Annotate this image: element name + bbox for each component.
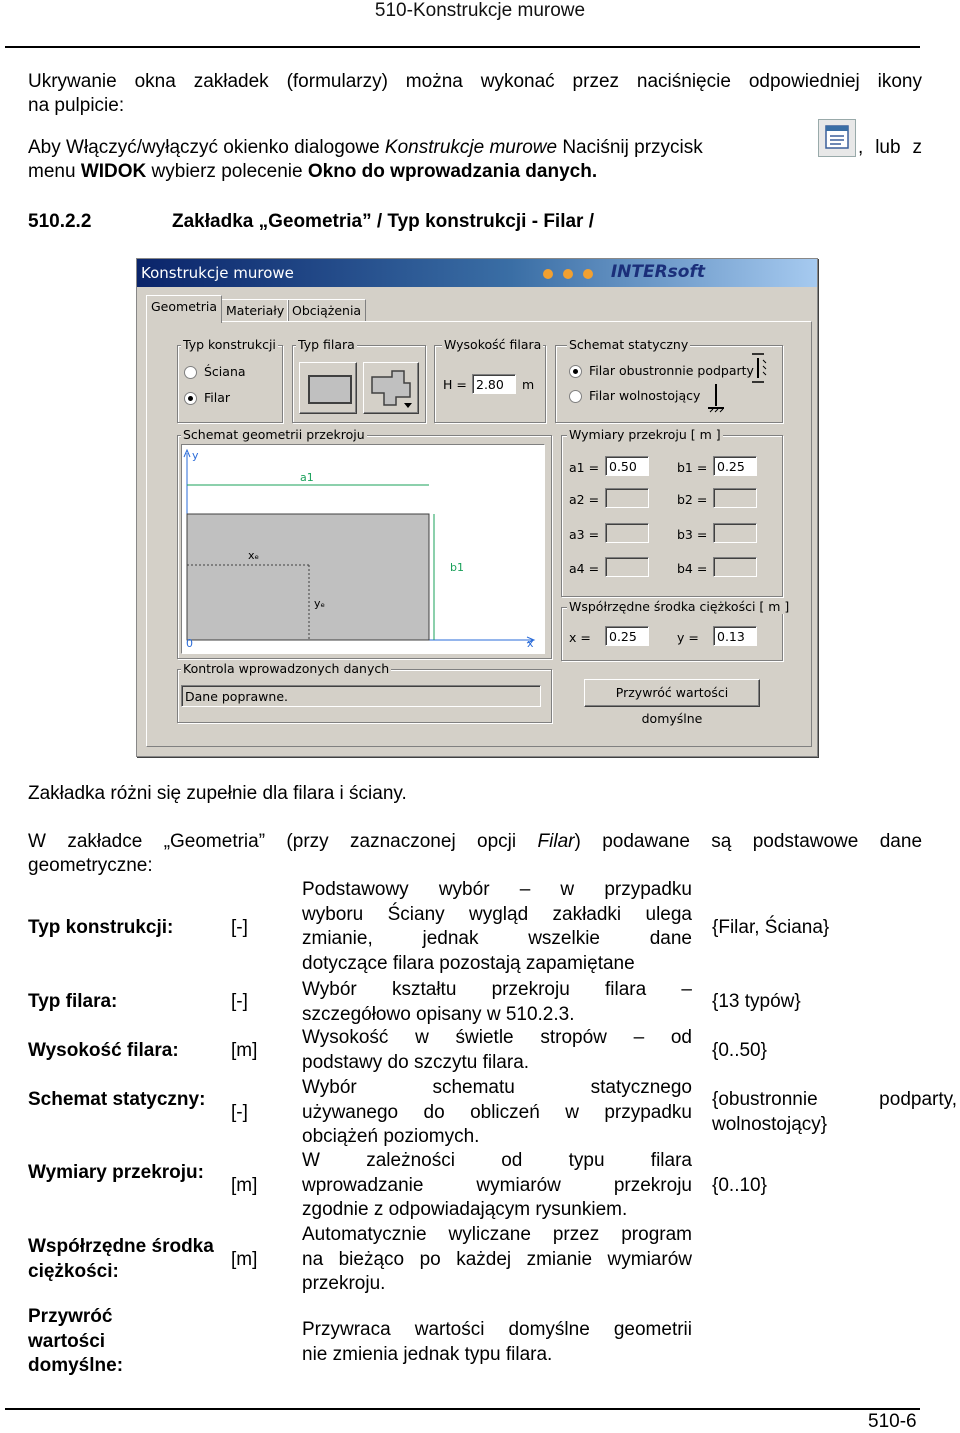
radio-label: Ściana xyxy=(204,364,246,379)
freestanding-icon xyxy=(707,382,725,414)
dim-a1-label: a1 = xyxy=(569,460,600,475)
height-input[interactable]: 2.80 xyxy=(472,374,516,394)
group-label: Kontrola wprowadzonych danych xyxy=(183,661,390,676)
param-unit: [-] xyxy=(231,917,248,938)
radio-label: Filar obustronnie podparty xyxy=(589,363,754,378)
tab-obciazenia[interactable]: Obciążenia xyxy=(287,299,366,322)
dim-a3-input[interactable] xyxy=(605,523,649,543)
intro-line-4: menu WIDOK wybierz polecenie Okno do wprowadzania danych. xyxy=(28,161,598,182)
dim-a2-input[interactable] xyxy=(605,488,649,508)
param-unit: [-] xyxy=(231,1102,248,1123)
height-unit: m xyxy=(522,377,535,392)
param-desc: W zależności od typu filara wprowadzanie wymiarów przekroju zgodnie z odpowiadającym rysunkiem. xyxy=(302,1150,692,1220)
para-2-line-1: W zakładce „Geometria” (przy zaznaczonej opcji Filar) podawane są podstawowe dane xyxy=(28,831,923,852)
param-range: {0..50} xyxy=(712,1040,767,1061)
param-unit: [m] xyxy=(231,1175,258,1196)
group-label: Typ konstrukcji xyxy=(183,337,276,352)
section-number: 510.2.2 xyxy=(28,211,92,232)
group-label: Schemat geometrii przekroju xyxy=(183,427,365,442)
dim-b2-label: b2 = xyxy=(677,492,708,507)
dim-a1-input[interactable]: 0.50 xyxy=(605,456,649,476)
param-unit: [m] xyxy=(231,1249,258,1270)
titlebar-dot-icon xyxy=(583,269,593,279)
param-desc: Wybór kształtu przekroju filara – szczegółowo opisany w 510.2.3. xyxy=(302,979,692,1025)
group-label: Wymiary przekroju [ m ] xyxy=(569,427,721,442)
filar-rectangle-button[interactable] xyxy=(299,362,357,414)
para-1: Zakładka różni się zupełnie dla filara i ściany. xyxy=(28,783,407,804)
centroid-y-field-label: y = xyxy=(677,630,699,645)
dimension-a1-label: a1 xyxy=(300,471,314,484)
radio-filar[interactable] xyxy=(184,392,197,405)
validation-status: Dane poprawne. xyxy=(181,685,541,707)
titlebar-dot-icon xyxy=(543,269,553,279)
dialog-title: Konstrukcje murowe xyxy=(141,264,294,282)
dialog-titlebar xyxy=(137,259,817,287)
intro-line-3-tail: , lub z xyxy=(858,137,922,158)
section-drawing xyxy=(181,444,545,654)
footer-rule xyxy=(5,1408,920,1410)
param-desc: Przywraca wartości domyślne geometrii nie zmienia jednak typu filara. xyxy=(302,1319,692,1365)
radio-wolnostojacy[interactable] xyxy=(569,390,582,403)
param-range: {Filar, Ściana} xyxy=(712,917,830,938)
param-unit: [m] xyxy=(231,1040,258,1061)
dialog-window xyxy=(136,258,818,757)
dim-a4-input[interactable] xyxy=(605,557,649,577)
intro-line-3: Aby Włączyć/wyłączyć okienko dialogowe Konstrukcje murowe Naciśnij przycisk xyxy=(28,137,703,158)
dim-a4-label: a4 = xyxy=(569,561,600,576)
intro-line-2: na pulpicie: xyxy=(28,95,125,116)
param-range: {obustronnie podparty, wolnostojący} xyxy=(712,1089,957,1135)
param-name: Typ konstrukcji: xyxy=(28,917,174,938)
group-label: Wysokość filara xyxy=(444,337,542,352)
tab-geometria[interactable]: Geometria xyxy=(146,295,222,323)
radio-label: Filar xyxy=(204,390,231,405)
dim-b4-input[interactable] xyxy=(713,557,757,577)
axis-origin-label: 0 xyxy=(186,637,193,650)
dim-b3-label: b3 = xyxy=(677,527,708,542)
section-title: Zakładka „Geometria” / Typ konstrukcji - Filar / xyxy=(172,211,594,232)
param-desc: Automatycznie wyliczane przez program na bieżąco po każdej zmianie wymiarów przekroju. xyxy=(302,1224,692,1294)
dim-a3-label: a3 = xyxy=(569,527,600,542)
dim-b4-label: b4 = xyxy=(677,561,708,576)
param-name: Wysokość filara: xyxy=(28,1040,179,1061)
dim-b1-input[interactable]: 0.25 xyxy=(713,456,757,476)
centroid-y-label: yₑ xyxy=(314,597,326,610)
radio-label: Filar wolnostojący xyxy=(589,388,701,403)
dim-a2-label: a2 = xyxy=(569,492,600,507)
centroid-x-input[interactable]: 0.25 xyxy=(605,626,649,646)
radio-sciana[interactable] xyxy=(184,366,197,379)
group-label: Współrzędne środka ciężkości [ m ] xyxy=(569,599,790,614)
page-number: 510-6 xyxy=(868,1411,917,1432)
header-rule xyxy=(5,46,920,48)
titlebar-dot-icon xyxy=(563,269,573,279)
dim-b1-label: b1 = xyxy=(677,460,708,475)
param-range: {0..10} xyxy=(712,1175,767,1196)
param-desc: Podstawowy wybór – w przypadku wyboru Ściany wygląd zakładki ulega zmianie, jednak wszelkie dane dotyczące filara pozostają zapamiętane xyxy=(302,879,692,974)
group-label: Schemat statyczny xyxy=(569,337,689,352)
height-prefix: H = xyxy=(443,377,467,392)
para-2-line-2: geometryczne: xyxy=(28,855,153,876)
group-typ-konstrukcji xyxy=(177,345,283,423)
tab-materialy[interactable]: Materiały xyxy=(221,299,289,322)
centroid-y-input[interactable]: 0.13 xyxy=(713,626,757,646)
param-desc: Wysokość w świetle stropów – od podstawy do szczytu filara. xyxy=(302,1027,692,1073)
intro-line-1: Ukrywanie okna zakładek (formularzy) można wykonać przez naciśnięcie odpowiedniej ikony xyxy=(28,71,922,92)
param-name: Przywróć wartości domyślne: xyxy=(28,1306,124,1376)
param-name: Wymiary przekroju: xyxy=(28,1162,204,1183)
axis-y-label: y xyxy=(192,449,199,462)
centroid-x-field-label: x = xyxy=(569,630,591,645)
radio-obustronnie[interactable] xyxy=(569,365,582,378)
filar-shape-dropdown[interactable] xyxy=(363,362,419,414)
param-range: {13 typów} xyxy=(712,991,801,1012)
dim-b2-input[interactable] xyxy=(713,488,757,508)
geometry-panel xyxy=(146,321,812,747)
param-desc: Wybór schematu statycznego używanego do obliczeń w przypadku obciążeń poziomych. xyxy=(302,1077,692,1147)
param-unit: [-] xyxy=(231,991,248,1012)
axis-x-label: x xyxy=(527,637,534,650)
param-name: Współrzędne środka ciężkości: xyxy=(28,1236,214,1282)
dim-b3-input[interactable] xyxy=(713,523,757,543)
centroid-x-label: xₑ xyxy=(248,549,260,562)
group-label: Typ filara xyxy=(298,337,355,352)
dimension-b1-label: b1 xyxy=(450,561,464,574)
supported-both-icon xyxy=(749,352,767,384)
page-header: 510-Konstrukcje murowe xyxy=(374,0,586,21)
brand-logo: INTERsoft xyxy=(610,262,705,282)
window-toggle-button-icon[interactable] xyxy=(818,119,856,157)
param-name: Typ filara: xyxy=(28,991,118,1012)
restore-defaults-button[interactable]: Przywróć wartości domyślne xyxy=(584,679,760,707)
param-name: Schemat statyczny: xyxy=(28,1089,206,1110)
